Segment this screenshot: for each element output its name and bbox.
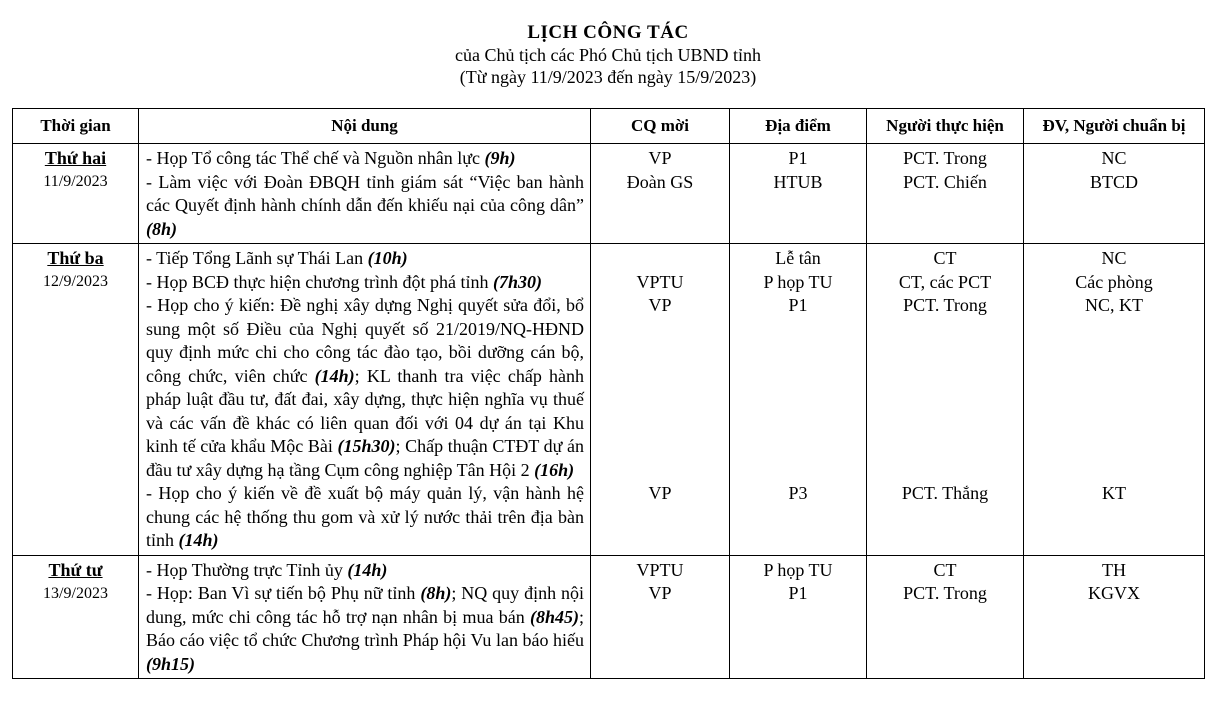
inviter-value: VP — [648, 295, 672, 315]
agenda-text: - Làm việc với Đoàn ĐBQH tỉnh giám sát “Việc ban hành các Quyết định hành chính dẫn đến khiếu nại của công dân” — [146, 171, 584, 215]
agenda-time: (14h) — [347, 559, 388, 580]
agenda-item — [139, 147, 590, 171]
agenda-text: ; Báo cáo việc tổ chức Chương trình Pháp hội Vu lan báo hiếu — [146, 606, 584, 650]
agenda-time: (8h45) — [529, 606, 579, 627]
agenda-time: (7h30) — [493, 271, 542, 292]
content-cell — [139, 144, 591, 244]
performer-value: CT — [933, 559, 957, 580]
agenda-item — [139, 294, 590, 482]
agenda-item — [139, 271, 590, 295]
preparer-value: NC — [1101, 148, 1127, 168]
location-value: P họp TU — [763, 271, 833, 292]
agenda-item — [139, 482, 590, 553]
agenda-item — [139, 559, 590, 583]
inviter-value: VPTU — [636, 559, 684, 580]
agenda-time: (8h) — [146, 218, 177, 239]
content-cell — [139, 555, 591, 679]
page-subtitle: của Chủ tịch các Phó Chủ tịch UBND tỉnh — [455, 45, 761, 65]
day-row — [13, 144, 1205, 244]
day-date: 12/9/2023 — [43, 273, 108, 290]
day-name: Thứ tư — [48, 559, 103, 580]
location-cell — [730, 244, 867, 556]
preparer-value: NC — [1101, 248, 1127, 268]
location-value: P1 — [788, 148, 808, 168]
location-value: P1 — [788, 583, 808, 603]
agenda-time: (14h) — [178, 530, 219, 550]
day-cell — [13, 555, 139, 679]
day-date: 11/9/2023 — [43, 173, 108, 190]
header-row — [13, 109, 1205, 144]
agenda-time: (9h) — [484, 148, 516, 168]
agenda-time: (8h) — [420, 583, 452, 603]
agenda-time: (10h) — [367, 248, 408, 268]
preparer-value: KGVX — [1088, 583, 1140, 603]
preparer-cell — [1024, 555, 1205, 679]
performer-value: PCT. Thắng — [901, 483, 989, 503]
agenda-text: - Họp cho ý kiến: Đề nghị xây dựng Nghị quyết sửa đổi, bổ sung một số Điều của Nghị quyết số 21/2019/NQ-HĐND quy định mức chi cho công tác đào tạo, bồi dưỡng cán bộ, công chức, viên chức — [146, 295, 584, 386]
preparer-cell — [1024, 144, 1205, 244]
agenda-text: ; KL thanh tra việc chấp hành pháp luật đầu tư, đất đai, xây dựng, thực hiện nghĩa vụ thuế và các vấn đề khác có liên quan đối với 04 dự án tại Khu kinh tế cửa khẩu Mộc Bài — [146, 365, 584, 456]
performer-value: PCT. Chiến — [903, 171, 987, 192]
location-cell — [730, 555, 867, 679]
day-cell — [13, 144, 139, 244]
inviter-value: Đoàn GS — [626, 171, 694, 192]
preparer-value: TH — [1102, 559, 1126, 580]
col-header-content: Nội dung — [139, 109, 591, 144]
day-cell — [13, 244, 139, 556]
preparer-cell — [1024, 244, 1205, 556]
performer-cell — [867, 144, 1024, 244]
agenda-item — [139, 171, 590, 242]
agenda-text: ; Chấp thuận CTĐT dự án đầu tư xây dựng hạ tầng Cụm công nghiệp Tân Hội 2 — [146, 436, 584, 480]
location-value: HTUB — [773, 171, 823, 192]
col-header-preparer: ĐV, Người chuẩn bị — [1024, 109, 1205, 144]
agenda-text: ; NQ quy định nội dung, mức chi công tác hỗ trợ nạn nhân bị mua bán — [146, 583, 584, 627]
inviter-value: VPTU — [636, 271, 684, 292]
col-header-performer: Người thực hiện — [867, 109, 1024, 144]
inviter-value: VP — [648, 583, 672, 603]
performer-value: PCT. Trong — [903, 583, 987, 603]
agenda-text: - Họp cho ý kiến về đề xuất bộ máy quản lý, vận hành hệ chung các hệ thống thu gom và xử lý nước thải trên địa bàn tỉnh — [146, 483, 584, 550]
performer-value: CT — [933, 248, 957, 268]
content-cell — [139, 244, 591, 556]
performer-cell — [867, 244, 1024, 556]
agenda-text: - Tiếp Tổng Lãnh sự Thái Lan — [146, 248, 368, 268]
performer-cell — [867, 555, 1024, 679]
inviter-value: VP — [648, 483, 672, 503]
col-header-location: Địa điểm — [730, 109, 867, 144]
agenda-text: - Họp: Ban Vì sự tiến bộ Phụ nữ tỉnh — [146, 583, 421, 603]
agenda-time: (15h30) — [337, 436, 396, 456]
date-range: (Từ ngày 11/9/2023 đến ngày 15/9/2023) — [459, 67, 757, 87]
agenda-time: (16h) — [534, 459, 575, 480]
preparer-value: KT — [1102, 483, 1126, 503]
inviter-cell — [591, 555, 730, 679]
day-date: 13/9/2023 — [43, 584, 108, 602]
agenda-time: (14h) — [314, 365, 355, 386]
performer-value: PCT. Trong — [903, 148, 987, 168]
schedule-table — [12, 108, 1205, 679]
agenda-text: - Họp BCĐ thực hiện chương trình đột phá tỉnh — [146, 271, 493, 292]
agenda-time: (9h15) — [146, 653, 195, 674]
location-value: P3 — [788, 483, 808, 503]
day-name: Thứ ba — [47, 248, 104, 268]
col-header-time: Thời gian — [13, 109, 139, 144]
inviter-cell — [591, 244, 730, 556]
page-title: LỊCH CÔNG TÁC — [527, 22, 689, 43]
inviter-value: VP — [648, 148, 672, 168]
location-value: P họp TU — [763, 559, 833, 580]
preparer-value: BTCD — [1089, 171, 1138, 192]
location-value: P1 — [788, 295, 808, 315]
inviter-value — [591, 247, 729, 271]
day-row — [13, 244, 1205, 556]
agenda-item — [139, 247, 590, 271]
day-row — [13, 555, 1205, 679]
performer-value: PCT. Trong — [903, 295, 987, 315]
day-name: Thứ hai — [44, 148, 107, 168]
location-value: Lễ tân — [775, 248, 821, 268]
agenda-item — [139, 582, 590, 676]
preparer-value: Các phòng — [1075, 271, 1153, 292]
agenda-text: - Họp Thường trực Tỉnh ủy — [146, 559, 348, 580]
inviter-cell — [591, 144, 730, 244]
agenda-text: - Họp Tổ công tác Thể chế và Nguồn nhân lực — [146, 148, 485, 168]
col-header-inviter: CQ mời — [591, 109, 730, 144]
preparer-value: NC, KT — [1085, 295, 1143, 315]
location-cell — [730, 144, 867, 244]
performer-value: CT, các PCT — [898, 271, 992, 292]
